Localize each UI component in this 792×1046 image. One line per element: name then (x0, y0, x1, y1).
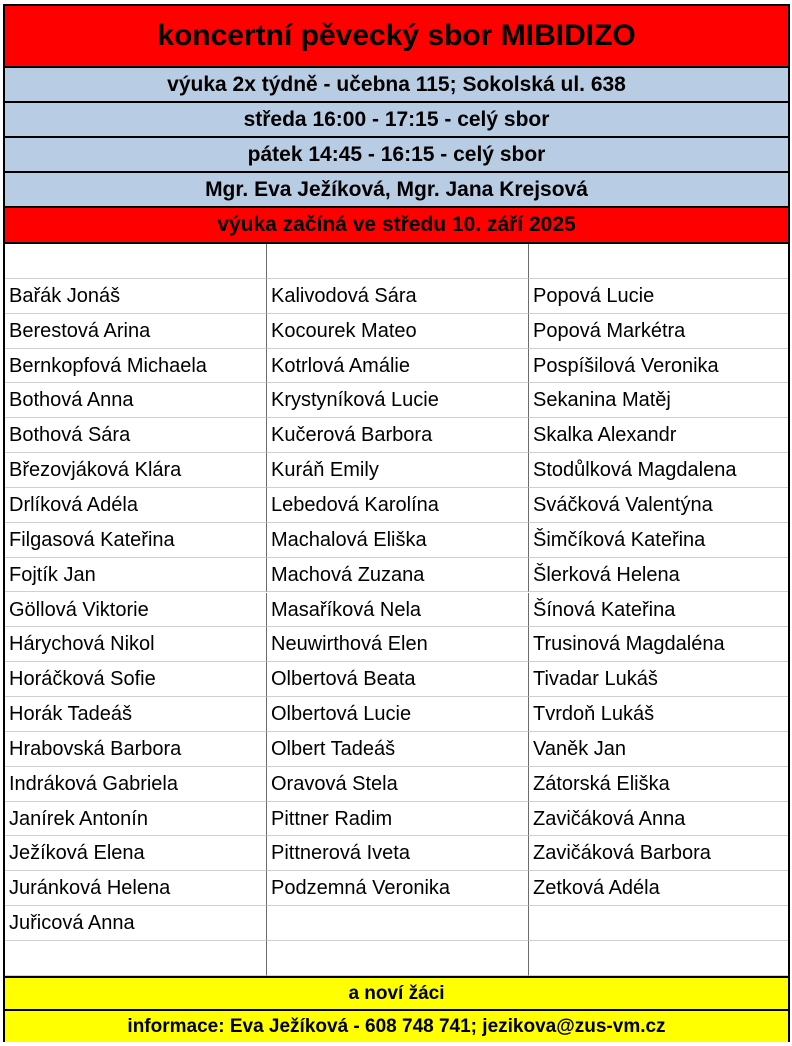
student-name-cell (529, 244, 788, 279)
choir-title: koncertní pěvecký sbor MIBIDIZO (5, 6, 788, 68)
student-name-cell: Pospíšilová Veronika (529, 349, 788, 384)
start-date-note: výuka začíná ve středu 10. září 2025 (5, 208, 788, 244)
student-name-cell: Šlerková Helena (529, 558, 788, 593)
student-name-cell: Machová Zuzana (267, 558, 529, 593)
student-name-cell: Filgasová Kateřina (5, 523, 267, 558)
student-name-cell: Kuráň Emily (267, 453, 529, 488)
student-name-cell: Bothová Sára (5, 418, 267, 453)
friday-schedule: pátek 14:45 - 16:15 - celý sbor (5, 138, 788, 173)
student-name-cell: Březovjáková Klára (5, 453, 267, 488)
student-name-cell (529, 941, 788, 976)
student-name-cell (267, 941, 529, 976)
student-name-grid (5, 244, 788, 976)
wednesday-schedule: středa 16:00 - 17:15 - celý sbor (5, 103, 788, 138)
student-name-cell: Krystyníková Lucie (267, 383, 529, 418)
student-name-cell (5, 941, 267, 976)
student-name-cell: Olbertová Lucie (267, 697, 529, 732)
student-name-cell: Kučerová Barbora (267, 418, 529, 453)
student-name-cell: Lebedová Karolína (267, 488, 529, 523)
student-name-cell: Kocourek Mateo (267, 314, 529, 349)
student-name-cell: Trusinová Magdaléna (529, 627, 788, 662)
student-name-cell (267, 906, 529, 941)
student-name-cell: Horák Tadeáš (5, 697, 267, 732)
new-students-note: a noví žáci (5, 976, 788, 1011)
student-name-cell: Zavičáková Anna (529, 802, 788, 837)
student-name-cell: Sekanina Matěj (529, 383, 788, 418)
student-name-cell: Bernkopfová Michaela (5, 349, 267, 384)
teachers: Mgr. Eva Ježíková, Mgr. Jana Krejsová (5, 173, 788, 208)
student-name-cell: Tivadar Lukáš (529, 662, 788, 697)
student-name-cell: Drlíková Adéla (5, 488, 267, 523)
student-name-cell: Ježíková Elena (5, 836, 267, 871)
student-name-cell: Pittner Radim (267, 802, 529, 837)
student-name-cell (529, 906, 788, 941)
student-name-cell: Olbertová Beata (267, 662, 529, 697)
student-name-cell: Hrabovská Barbora (5, 732, 267, 767)
student-name-cell: Hárychová Nikol (5, 627, 267, 662)
student-name-cell: Kalivodová Sára (267, 279, 529, 314)
student-name-cell: Bařák Jonáš (5, 279, 267, 314)
student-name-cell: Janírek Antonín (5, 802, 267, 837)
student-name-cell: Popová Markétra (529, 314, 788, 349)
student-name-cell: Zavičáková Barbora (529, 836, 788, 871)
student-name-cell: Zátorská Eliška (529, 767, 788, 802)
student-name-cell: Stodůlková Magdalena (529, 453, 788, 488)
student-name-cell: Indráková Gabriela (5, 767, 267, 802)
student-name-cell: Vaněk Jan (529, 732, 788, 767)
student-name-cell: Oravová Stela (267, 767, 529, 802)
student-name-cell: Masaříková Nela (267, 593, 529, 628)
student-name-cell (267, 244, 529, 279)
student-name-cell: Horáčková Sofie (5, 662, 267, 697)
student-name-cell: Šínová Kateřina (529, 593, 788, 628)
student-name-cell: Zetková Adéla (529, 871, 788, 906)
student-name-cell: Fojtík Jan (5, 558, 267, 593)
student-name-cell: Juránková Helena (5, 871, 267, 906)
student-name-cell: Bothová Anna (5, 383, 267, 418)
student-name-cell: Juřicová Anna (5, 906, 267, 941)
schedule-sheet (3, 4, 790, 1042)
student-name-cell: Göllová Viktorie (5, 593, 267, 628)
student-name-cell: Kotrlová Amálie (267, 349, 529, 384)
student-name-cell: Machalová Eliška (267, 523, 529, 558)
student-name-cell: Popová Lucie (529, 279, 788, 314)
student-name-cell: Sváčková Valentýna (529, 488, 788, 523)
student-name-cell: Olbert Tadeáš (267, 732, 529, 767)
lesson-location: výuka 2x týdně - učebna 115; Sokolská ul. 638 (5, 68, 788, 103)
student-name-cell: Pittnerová Iveta (267, 836, 529, 871)
student-name-cell: Šimčíková Kateřina (529, 523, 788, 558)
student-name-cell: Podzemná Veronika (267, 871, 529, 906)
student-name-cell: Tvrdoň Lukáš (529, 697, 788, 732)
student-name-cell: Neuwirthová Elen (267, 627, 529, 662)
student-name-cell: Berestová Arina (5, 314, 267, 349)
contact-info: informace: Eva Ježíková - 608 748 741; jezikova@zus-vm.cz (5, 1011, 788, 1042)
student-name-cell: Skalka Alexandr (529, 418, 788, 453)
student-name-cell (5, 244, 267, 279)
